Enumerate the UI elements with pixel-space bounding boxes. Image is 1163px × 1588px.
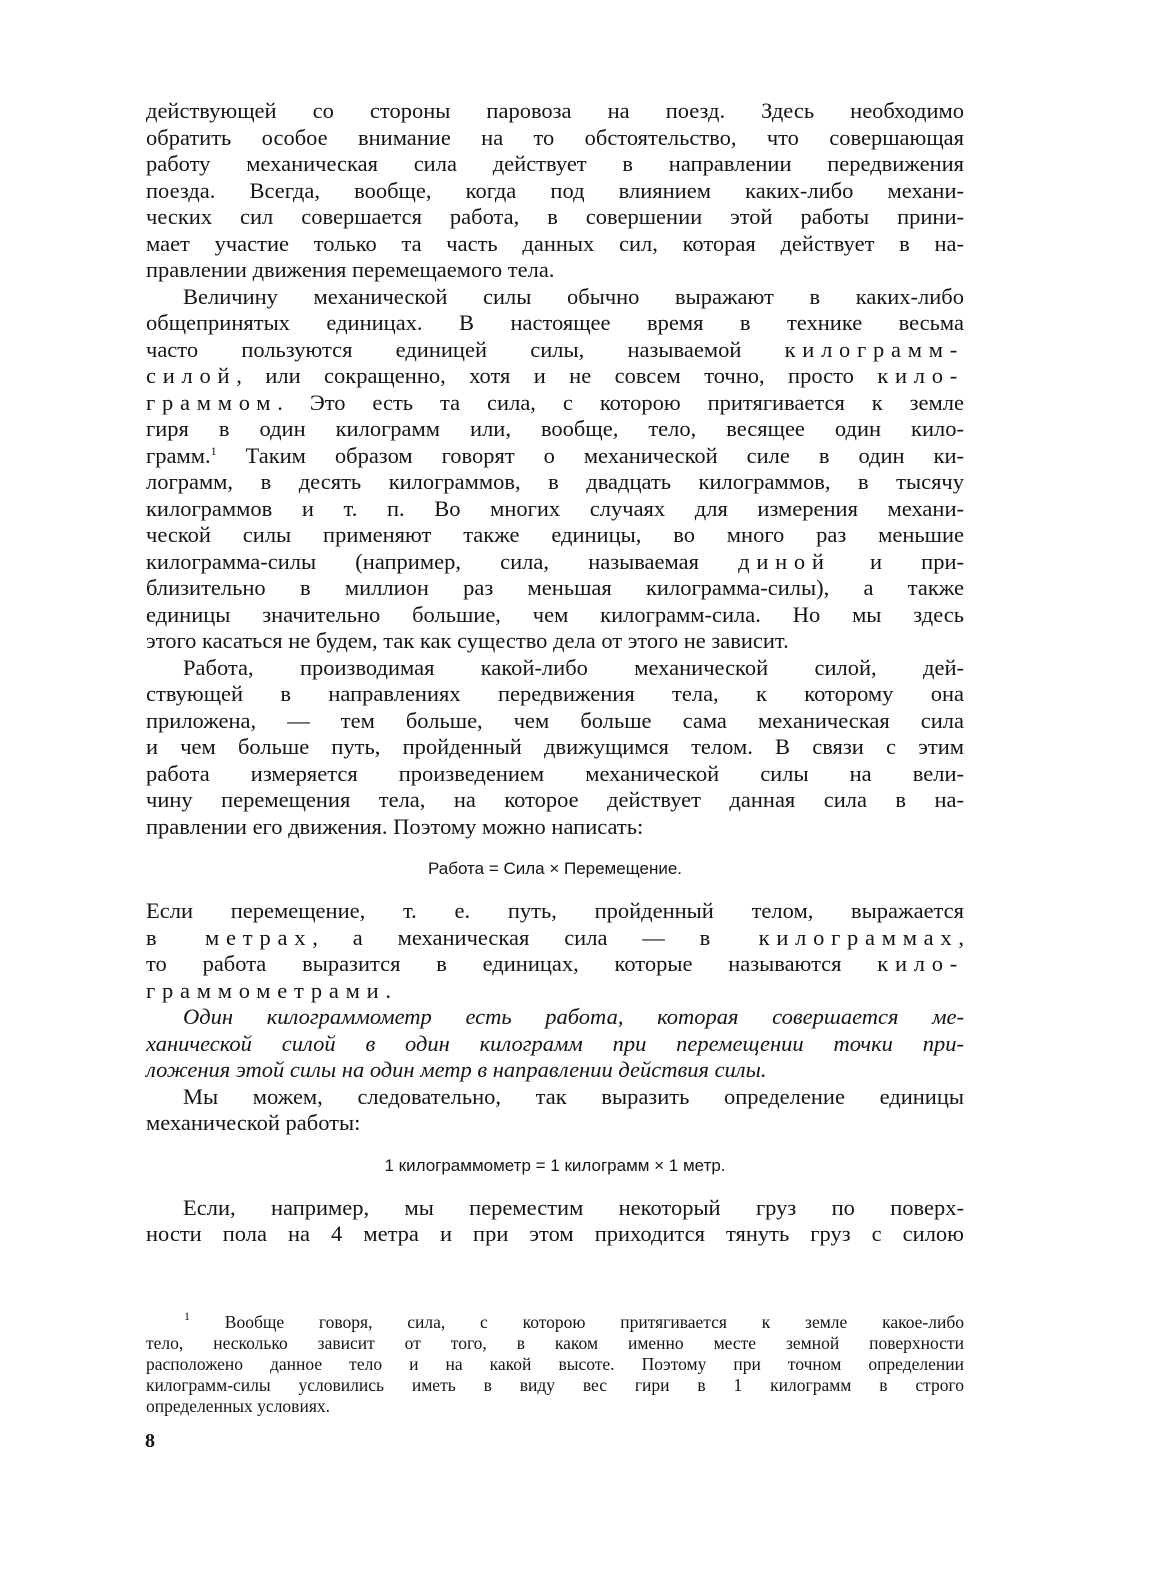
spaced-term: граммометрами (146, 977, 386, 1003)
text-line: близительно в миллион раз меньшая килограмма-силы), а также (146, 575, 964, 600)
text-segment: . (385, 977, 391, 1003)
text-segment: . Это есть та сила, с которою притягивается к земле (277, 389, 964, 415)
text-line: Если, например, мы переместим некоторый груз по поверх- (183, 1194, 964, 1220)
formula-kilogrammeter: 1 килограммометр = 1 килограмм × 1 метр. (384, 1155, 726, 1175)
text-line: ханической силой в один килограмм при перемещении точки при- (146, 1030, 964, 1056)
text-line: ческих сил совершается работа, в совершении этой работы прини- (146, 204, 964, 229)
text-line (146, 337, 964, 364)
text-line: действующей со стороны паровоза на поезд. Здесь необходимо (146, 98, 964, 123)
text-line: обратить особое внимание на то обстоятельство, что совершающая (146, 124, 964, 150)
text-segment: то работа выразится в единицах, которые называются (146, 951, 842, 976)
text-line (146, 978, 964, 1005)
text-line: общепринятых единицах. В настоящее время в технике весьма (146, 310, 964, 335)
text-line: механической работы: (146, 1110, 361, 1135)
text-line: работа измеряется произведением механической силы на вели- (146, 760, 964, 786)
page-number: 8 (145, 1430, 155, 1452)
spaced-term: в килограммах (699, 924, 959, 950)
text-line: килограммов и т. п. Во многих случаях для измерения механи- (146, 495, 964, 521)
text-line: Мы можем, следовательно, так выразить определение единицы (183, 1083, 964, 1109)
text-line: правлении движения перемещаемого тела. (146, 257, 555, 282)
text-line (146, 363, 964, 390)
text-line: Если перемещение, т. е. путь, пройденный телом, выражается (146, 898, 964, 923)
paragraph (146, 284, 964, 655)
spaced-term: в метрах (146, 924, 313, 950)
footnote-line (146, 1309, 965, 1333)
text-line: единицы значительно большие, чем килограмм-сила. Но мы здесь (146, 601, 964, 627)
text-line (146, 951, 964, 978)
text-line: мает участие только та часть данных сил, которая действует в на- (146, 230, 964, 256)
text-segment: килограмма-силы (например, сила, называемая (146, 548, 699, 574)
text-segment: часто пользуются единицей силы, называемой (146, 336, 742, 362)
text-line: работу механическая сила действует в направлении передвижения (146, 151, 964, 176)
main-text (146, 98, 964, 1248)
footnote-ref: 1 (210, 443, 217, 458)
text-line: Работа, производимая какой-либо механической силой, дей- (183, 654, 964, 680)
text-segment: Таким образом говорят о механической силе в один ки- (216, 442, 964, 468)
footnote (146, 1309, 965, 1417)
text-line: ствующей в направлениях передвижения тела, к которому она (146, 681, 964, 706)
footnote-line: определенных условиях. (146, 1396, 330, 1416)
footnote-line: килограмм-силы условились иметь в виду вес гири в 1 килограмм в строго (146, 1375, 964, 1395)
text-line: поезда. Всегда, вообще, когда под влиянием каких-либо механи- (146, 177, 964, 203)
text-line: чину перемещения тела, на которое действует данная сила в на- (146, 787, 964, 812)
text-line: гиря в один килограмм или, вообще, тело, весящее один кило- (146, 416, 964, 441)
paragraph (146, 1195, 964, 1248)
text-segment: грамм. (146, 442, 211, 468)
text-line: Величину механической силы обычно выражают в каких-либо (183, 283, 964, 309)
text-line (146, 925, 964, 952)
text-segment: , а механическая сила — (312, 924, 665, 950)
definition-paragraph (146, 1004, 964, 1084)
spaced-term: кило- (877, 363, 965, 388)
footnote-line: тело, несколько зависит от того, в каком именно месте земной поверхности (146, 1333, 964, 1353)
footnote-mark: 1 (184, 1309, 190, 1323)
text-line: ности пола на 4 метра и при этом приходится тянуть груз с силою (146, 1221, 964, 1246)
text-line (146, 443, 964, 470)
spaced-term: граммом (146, 389, 278, 415)
formula-work: Работа = Сила × Перемещение. (427, 859, 683, 878)
text-segment: , (958, 924, 964, 950)
text-line: лограмм, в десять килограммов, в двадцать килограммов, в тысячу (146, 469, 964, 494)
text-line: этого касаться не будем, так как существо дела от этого не зависит. (146, 628, 789, 653)
footnote-line: расположено данное тело и на какой высоте. Поэтому при точном определении (146, 1354, 964, 1374)
text-line: Один килограммометр есть работа, которая совершается ме- (183, 1004, 964, 1029)
spaced-term: кило- (877, 951, 964, 976)
paragraph (146, 1084, 964, 1137)
text-line (146, 549, 964, 576)
text-line: ложения этой силы на один метр в направлении действия силы. (146, 1057, 767, 1082)
paragraph (146, 898, 964, 1004)
text-segment: Вообще говоря, сила, с которою притягивается к земле какое-либо (224, 1312, 965, 1332)
spaced-term: диной (738, 548, 831, 574)
text-line: приложена, — тем больше, чем больше сама механическая сила (146, 707, 964, 733)
paragraph (146, 98, 964, 284)
text-line (146, 390, 964, 417)
text-segment: , или сокращенно, хотя и не совсем точно, просто (236, 363, 854, 388)
text-line: ческой силы применяют также единицы, во много раз меньшие (146, 522, 964, 547)
spaced-term: килограмм- (784, 336, 964, 362)
text-line: и чем больше путь, пройденный движущимся телом. В связи с этим (146, 734, 964, 759)
text-line: правлении его движения. Поэтому можно написать: (146, 813, 644, 839)
text-segment: и при- (869, 548, 964, 574)
spaced-term: силой (146, 363, 237, 388)
paragraph (146, 655, 964, 841)
